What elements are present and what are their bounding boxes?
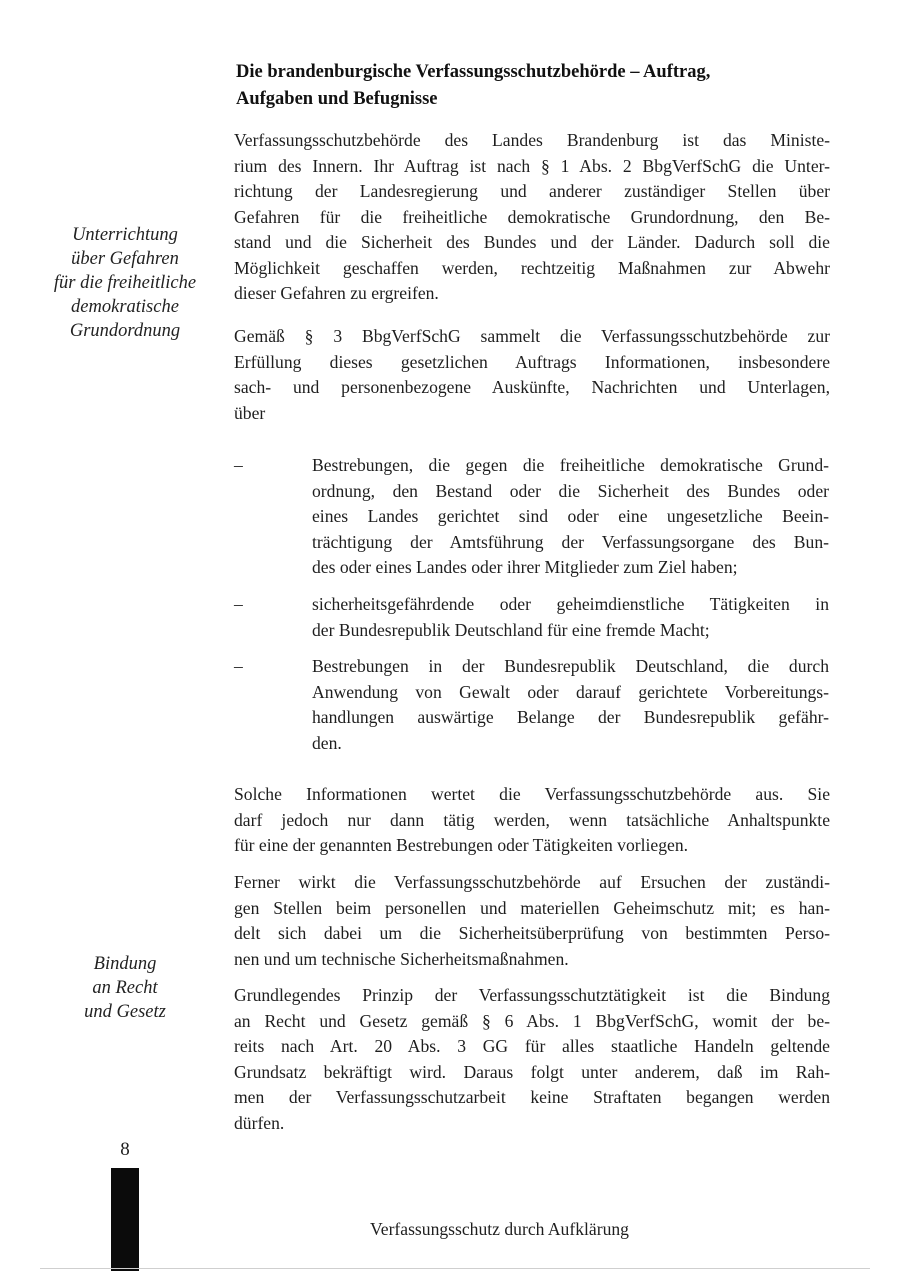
margin-note-line: Unterrichtung xyxy=(72,225,178,245)
text-line: Verfassungsschutzbehörde des Landes Brandenburg ist das Ministe- xyxy=(234,130,830,150)
text-line: rium des Innern. Ihr Auftrag ist nach § 1 Abs. 2 BbgVerfSchG die Unter- xyxy=(234,155,830,176)
list-item-text xyxy=(312,654,829,756)
text-line: Bestrebungen, die gegen die freiheitliche demokratische Grund- xyxy=(312,455,829,475)
text-line: sach- und personenbezogene Auskünfte, Nachrichten und Unterlagen, xyxy=(234,377,830,397)
text-line: dieser Gefahren zu ergreifen. xyxy=(234,283,439,303)
text-line: Solche Informationen wertet die Verfassungsschutzbehörde aus. Sie xyxy=(234,784,830,804)
page-number: 8 xyxy=(120,1139,130,1160)
text-line: ordnung, den Bestand oder die Sicherheit des Bundes oder xyxy=(312,480,829,501)
text-line: Gefahren für die freiheitliche demokratische Grundordnung, den Be- xyxy=(234,206,830,227)
text-line: eines Landes gerichtet sind oder eine ungesetzliche Beein- xyxy=(312,506,829,526)
page-marker-bar xyxy=(111,1168,139,1271)
text-line: delt sich dabei um die Sicherheitsüberprüfung von bestimmten Perso- xyxy=(234,923,830,943)
dash-marker: – xyxy=(234,594,243,614)
text-line: darf jedoch nur dann tätig werden, wenn tatsächliche Anhaltspunkte xyxy=(234,809,830,830)
paragraph-auswertung xyxy=(234,782,830,859)
text-line: richtung der Landesregierung und anderer zuständiger Stellen über xyxy=(234,181,830,201)
paragraph-auftrag xyxy=(234,128,830,307)
heading-line: Die brandenburgische Verfassungsschutzbehörde – Auftrag, xyxy=(236,62,711,82)
margin-note-line: Grundordnung xyxy=(69,321,181,341)
paragraph-geheimschutz xyxy=(234,870,830,972)
margin-note-line: Bindung xyxy=(93,954,157,974)
text-line: Erfüllung dieses gesetzlichen Auftrags Informationen, insbesondere xyxy=(234,351,830,372)
text-line: sicherheitsgefährdende oder geheimdienstliche Tätigkeiten in xyxy=(312,594,829,614)
text-line: handlungen auswärtige Belange der Bundesrepublik gefähr- xyxy=(312,707,829,727)
text-line: stand und die Sicherheit des Bundes und der Länder. Dadurch soll die xyxy=(234,232,830,252)
text-line: men der Verfassungsschutzarbeit keine Straftaten begangen werden xyxy=(234,1087,830,1107)
text-line: Anwendung von Gewalt oder darauf gerichtete Vorbereitungs- xyxy=(312,681,829,702)
dash-marker: – xyxy=(234,656,243,676)
text-line: an Recht und Gesetz gemäß § 6 Abs. 1 BbgVerfSchG, womit der be- xyxy=(234,1010,830,1031)
text-line: Ferner wirkt die Verfassungsschutzbehörde auf Ersuchen der zuständi- xyxy=(234,872,830,892)
text-line: Grundlegendes Prinzip der Verfassungsschutztätigkeit ist die Bindung xyxy=(234,985,830,1005)
text-line: Bestrebungen in der Bundesrepublik Deutschland, die durch xyxy=(312,656,829,676)
text-line: reits nach Art. 20 Abs. 3 GG für alles staatliche Handeln geltende xyxy=(234,1036,830,1056)
text-line: Gemäß § 3 BbgVerfSchG sammelt die Verfassungsschutzbehörde zur xyxy=(234,326,830,346)
margin-note-unterrichtung xyxy=(30,223,220,343)
footer-title: Verfassungsschutz durch Aufklärung xyxy=(370,1219,629,1239)
list-item-text xyxy=(312,453,829,581)
margin-note-line: und Gesetz xyxy=(84,1002,166,1022)
paragraph-bindung xyxy=(234,983,830,1136)
margin-note-line: demokratische xyxy=(71,297,179,317)
margin-note-line: für die freiheitliche xyxy=(53,273,197,293)
text-line: nen und um technische Sicherheitsmaßnahmen. xyxy=(234,948,569,969)
text-line: der Bundesrepublik Deutschland für eine fremde Macht; xyxy=(312,619,710,640)
text-line: dürfen. xyxy=(234,1112,285,1133)
text-line: trächtigung der Amtsführung der Verfassungsorgane des Bun- xyxy=(312,531,829,552)
text-line: über xyxy=(234,402,266,423)
list-item-text xyxy=(312,592,829,643)
margin-note-bindung xyxy=(30,952,220,1024)
dash-marker: – xyxy=(234,455,243,475)
bottom-rule xyxy=(40,1268,870,1269)
text-line: für eine der genannten Bestrebungen oder Tätigkeiten vorliegen. xyxy=(234,835,689,855)
paragraph-informationen xyxy=(234,324,830,426)
text-line: gen Stellen beim personellen und materiellen Geheimschutz mit; es han- xyxy=(234,897,830,918)
text-line: Möglichkeit geschaffen werden, rechtzeitig Maßnahmen zur Abwehr xyxy=(234,257,830,278)
margin-note-line: an Recht xyxy=(92,978,158,998)
text-line: des oder eines Landes oder ihrer Mitglieder zum Ziel haben; xyxy=(312,557,738,577)
text-line: Grundsatz bekräftigt wird. Daraus folgt unter anderem, daß im Rah- xyxy=(234,1061,830,1082)
margin-note-line: über Gefahren xyxy=(71,249,179,269)
heading-line: Aufgaben und Befugnisse xyxy=(236,89,438,109)
text-line: den. xyxy=(312,732,342,753)
section-heading xyxy=(236,59,836,113)
